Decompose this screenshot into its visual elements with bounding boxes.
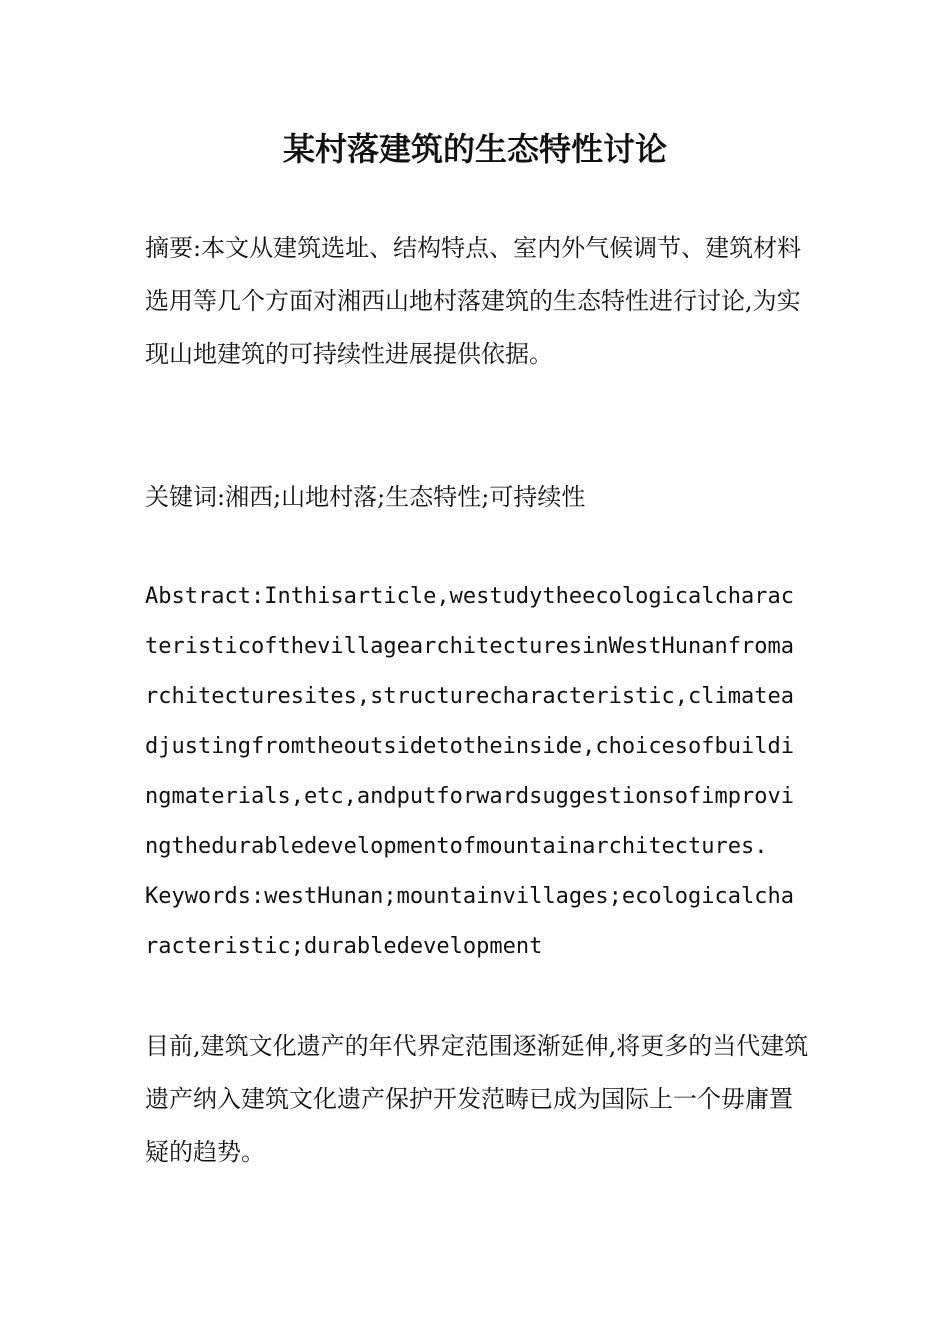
abstract-chinese: 摘要:本文从建筑选址、结构特点、室内外气候调节、建筑材料选用等几个方面对湘西山地村落建筑的生态特性进行讨论,为实现山地建筑的可持续性进展提供依据。	[145, 234, 802, 368]
abstract-english: Abstract:Inthisarticle,westudytheecologicalcharacteristicofthevillagearchitecturesinWestHunanfromarchitecturesites,structurecharacteristic,climateadjustingfromtheoutsidetotheinside,choicesofbuildingmaterials,etc,andputforwardsuggestionsofimprovingthedurabledevelopmentofmountainarchitectures.	[145, 584, 795, 859]
keywords-chinese: 关键词:湘西;山地村落;生态特性;可持续性	[145, 483, 586, 511]
keywords-english: Keywords:westHunan;mountainvillages;ecologicalcharacteristic;durabledevelopment	[145, 884, 795, 959]
body-paragraph: 目前,建筑文化遗产的年代界定范围逐渐延伸,将更多的当代建筑遗产纳入建筑文化遗产保护开发范畴已成为国际上一个毋庸置疑的趋势。	[145, 1032, 809, 1166]
document-title: 某村落建筑的生态特性讨论	[282, 130, 667, 168]
